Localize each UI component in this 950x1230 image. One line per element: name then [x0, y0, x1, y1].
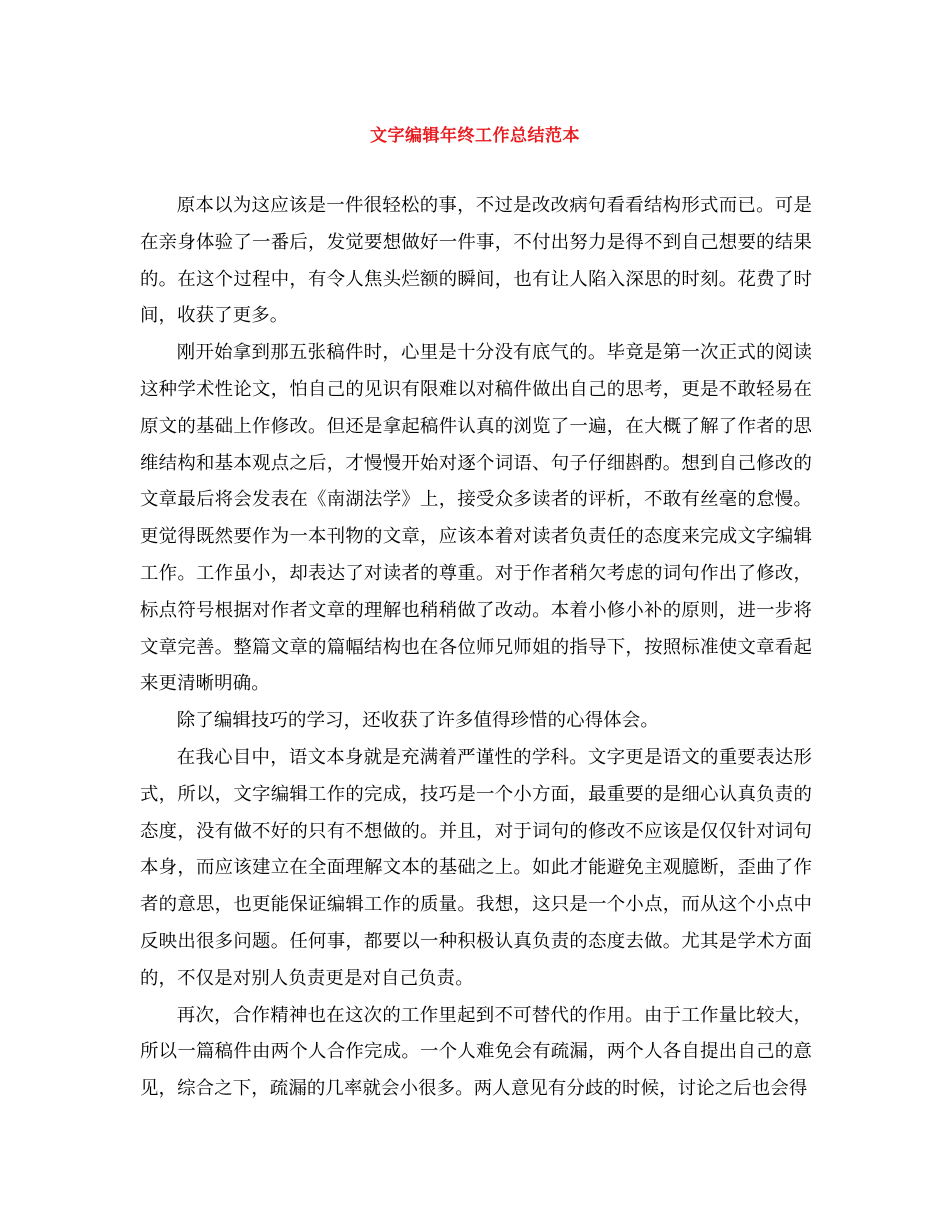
paragraph-teamwork: 再次，合作精神也在这次的工作里起到不可替代的作用。由于工作量比较大，所以一篇稿件由两个人合作完成。一个人难免会有疏漏，两个人各自提出自己的意见，综合之下，疏漏的几率就会小很多。两人意见有分歧的时候，讨论之后也会得 [140, 1004, 812, 1100]
paragraph-intro: 原本以为这应该是一件很轻松的事，不过是改改病句看看结构形式而已。可是在亲身体验了一番后，发觉要想做好一件事，不付出努力是得不到自己想要的结果的。在这个过程中，有令人焦头烂额的瞬间，也有让人陷入深思的时刻。花费了时间，收获了更多。 [140, 195, 812, 327]
paragraph-first-manuscripts: 刚开始拿到那五张稿件时，心里是十分没有底气的。毕竟是第一次正式的阅读这种学术性论文，怕自己的见识有限难以对稿件做出自己的思考，更是不敢轻易在原文的基础上作修改。但还是拿起稿件认真的浏览了一遍，在大概了解了作者的思维结构和基本观点之后，才慢慢开始对逐个词语、句子仔细斟酌。想到自己修改的文章最后将会发表在《南湖法学》上，接受众多读者的评析，不敢有丝毫的怠慢。更觉得既然要作为一本刊物的文章，应该本着对读者负责任的态度来完成文字编辑工作。工作虽小，却表达了对读者的尊重。对于作者稍欠考虑的词句作出了修改，标点符号根据对作者文章的理解也稍稍做了改动。本着小修小补的原则，进一步将文章完善。整篇文章的篇幅结构也在各位师兄师姐的指导下，按照标准使文章看起来更清晰明确。 [140, 342, 812, 695]
paragraph-rigor: 在我心目中，语文本身就是充满着严谨性的学科。文字更是语文的重要表达形式，所以，文字编辑工作的完成，技巧是一个小方面，最重要的是细心认真负责的态度，没有做不好的只有不想做的。并且，对于词句的修改不应该是仅仅针对词句本身，而应该建立在全面理解文本的基础之上。如此才能避免主观臆断，歪曲了作者的意思，也更能保证编辑工作的质量。我想，这只是一个小点，而从这个小点中反映出很多问题。任何事，都要以一种积极认真负责的态度去做。尤其是学术方面的，不仅是对别人负责更是对自己负责。 [140, 746, 812, 989]
page-title: 文字编辑年终工作总结范本 [370, 126, 580, 146]
paragraph-gains: 除了编辑技巧的学习，还收获了许多值得珍惜的心得体会。 [176, 710, 659, 732]
document-body [140, 188, 812, 1108]
